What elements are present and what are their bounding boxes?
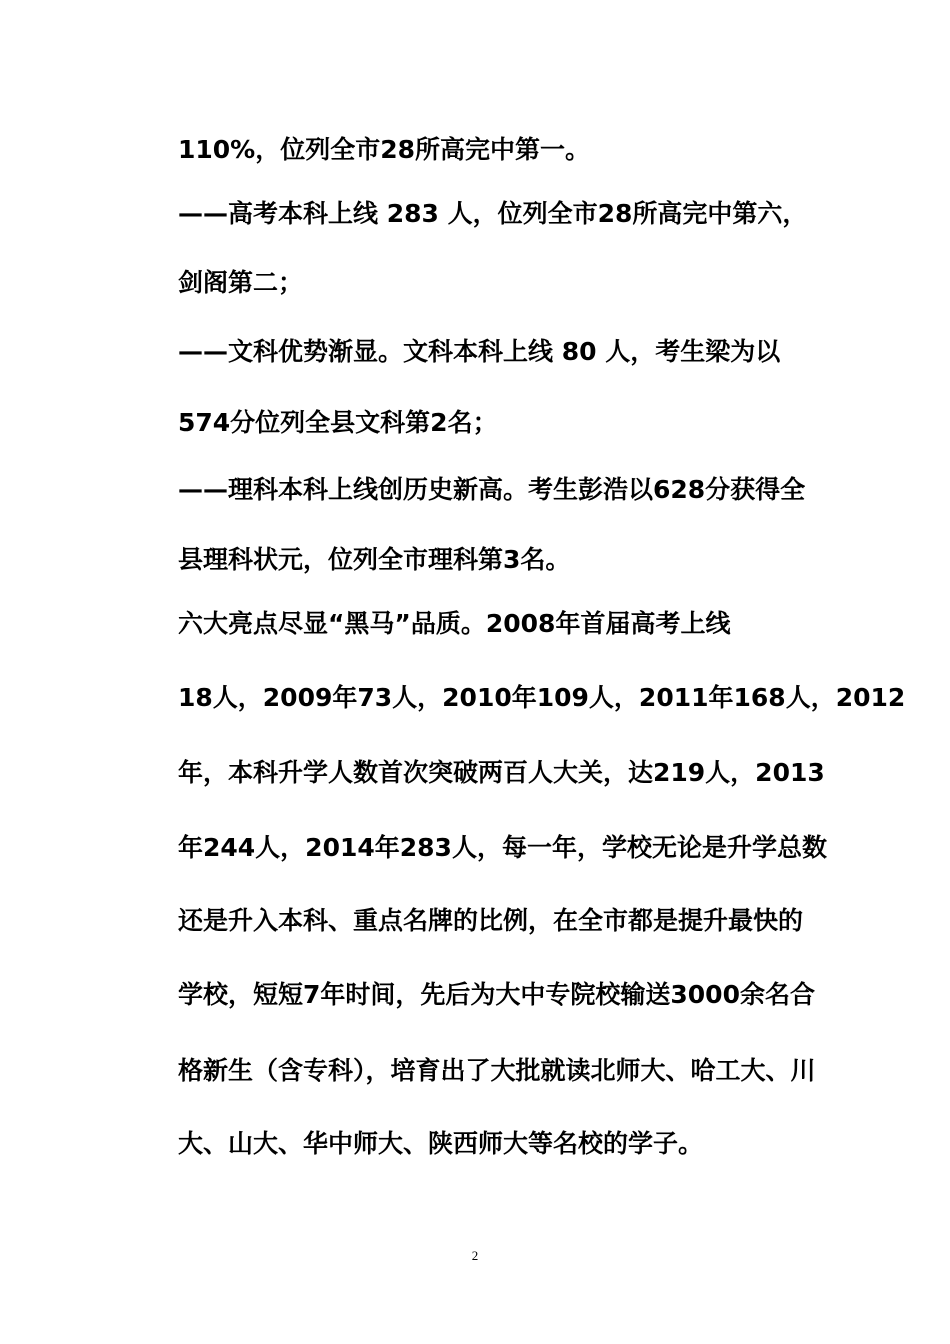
text-line: 县理科状元，位列全市理科第3名。	[178, 545, 571, 574]
text-line: 剑阁第二；	[178, 268, 304, 297]
text-line: 574分位列全县文科第2名；	[178, 408, 498, 437]
text-line: 110%，位列全市28所高完中第一。	[178, 135, 591, 164]
text-line: 还是升入本科、重点名牌的比例，在全市都是提升最快的	[178, 906, 804, 935]
text-line: 学校，短短7年时间，先后为大中专院校输送3000余名合	[178, 980, 815, 1009]
text-line: 年244人，2014年283人，每一年，学校无论是升学总数	[178, 833, 827, 862]
page-number: 2	[471, 1248, 479, 1263]
text-line: ——高考本科上线 283 人，位列全市28所高完中第六，	[178, 199, 808, 228]
text-line: ——文科优势渐显。文科本科上线 80 人，考生梁为以	[178, 337, 781, 366]
text-line: 格新生（含专科），培育出了大批就读北师大、哈工大、川	[178, 1056, 816, 1085]
text-line: 大、山大、华中师大、陕西师大等名校的学子。	[178, 1129, 704, 1158]
text-line: ——理科本科上线创历史新高。考生彭浩以628分获得全	[178, 475, 806, 504]
text-line: 六大亮点尽显“黑马”品质。2008年首届高考上线	[178, 609, 731, 638]
text-line: 18人，2009年73人，2010年109人，2011年168人，2012	[178, 683, 906, 712]
text-line: 年，本科升学人数首次突破两百人大关，达219人，2013	[178, 758, 825, 787]
